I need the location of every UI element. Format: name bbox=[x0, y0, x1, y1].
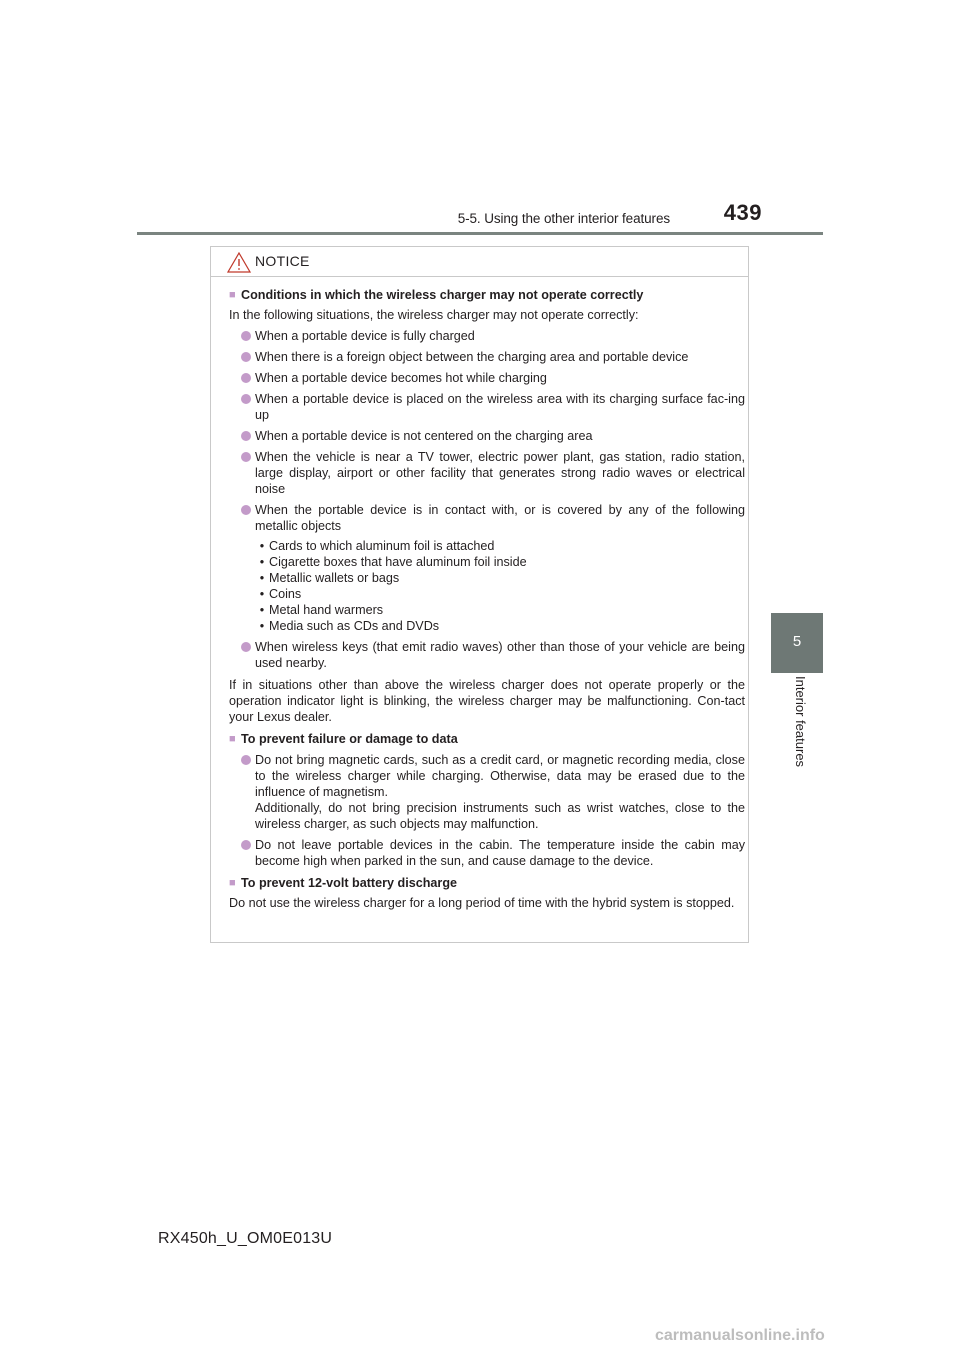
bullet-icon bbox=[241, 373, 251, 383]
section-closing: If in situations other than above the wireless charger does not operate properly or the operation indicator light is blinking, the wireless charger may be malfunctioning. Con-tact your Lexus dealer. bbox=[229, 678, 745, 724]
sub-list-item: • Metal hand warmers bbox=[259, 603, 384, 617]
list-item: When wireless keys (that emit radio waves) other than those of your vehicle are being used nearby. bbox=[229, 639, 745, 671]
sub-list bbox=[229, 538, 745, 634]
notice-header bbox=[211, 247, 748, 277]
model-code: RX450h_U_OM0E013U bbox=[158, 1230, 333, 1247]
list-item: When a portable device is placed on the wireless area with its charging surface fac-ing up bbox=[229, 391, 745, 423]
bullet-icon bbox=[241, 452, 251, 462]
list-item: Do not leave portable devices in the cabin. The temperature inside the cabin may become high when parked in the sun, and cause damage to the device. bbox=[229, 837, 745, 869]
header-divider bbox=[137, 232, 823, 235]
bullet-icon bbox=[241, 755, 251, 765]
sub-list-item: • Cigarette boxes that have aluminum foil inside bbox=[259, 555, 527, 569]
chapter-tab bbox=[771, 613, 823, 673]
list-item: When a portable device is not centered on the charging area bbox=[229, 428, 745, 444]
list-item: Do not bring magnetic cards, such as a credit card, or magnetic recording media, close to the wireless charger while charging. Otherwise, data may be erased due to the influence of magnetism. Additionally, do not bring precision instruments such as wrist watches, close to the wireless charger, as such objects may malfunction. bbox=[229, 752, 745, 832]
sub-list-item: • Cards to which aluminum foil is attached bbox=[259, 539, 495, 553]
chapter-label: Interior features bbox=[793, 676, 808, 768]
section-text: Do not use the wireless charger for a long period of time with the hybrid system is stopped. bbox=[229, 896, 735, 910]
section-intro: In the following situations, the wireless charger may not operate correctly: bbox=[229, 308, 639, 322]
bullet-icon bbox=[241, 431, 251, 441]
notice-title: NOTICE bbox=[255, 253, 310, 269]
sub-list-item: • Metallic wallets or bags bbox=[259, 571, 400, 585]
section-heading: ■ To prevent failure or damage to data bbox=[229, 732, 458, 746]
sub-list-item: • Coins bbox=[259, 587, 302, 601]
sub-list-item: • Media such as CDs and DVDs bbox=[259, 619, 440, 633]
notice-body bbox=[229, 287, 745, 911]
list-item: When a portable device is fully charged bbox=[229, 328, 745, 344]
bullet-icon bbox=[241, 394, 251, 404]
bullet-icon bbox=[241, 642, 251, 652]
section-title: 5-5. Using the other interior features bbox=[457, 211, 670, 226]
notice-box bbox=[210, 246, 749, 943]
list-item: When a portable device becomes hot while charging bbox=[229, 370, 745, 386]
watermark: carmanualsonline.info bbox=[655, 1327, 825, 1344]
section-heading: ■ Conditions in which the wireless charger may not operate correctly bbox=[229, 288, 644, 302]
list-item: When there is a foreign object between the charging area and portable device bbox=[229, 349, 745, 365]
square-bullet-icon: ■ bbox=[229, 733, 236, 745]
bullet-icon bbox=[241, 505, 251, 515]
page-number: 439 bbox=[723, 200, 762, 225]
list-item: When the vehicle is near a TV tower, electric power plant, gas station, radio station, large display, airport or other facility that generates strong radio waves or electrical noise bbox=[229, 449, 745, 497]
warning-icon bbox=[227, 252, 251, 273]
bullet-icon bbox=[241, 331, 251, 341]
section-heading: ■ To prevent 12-volt battery discharge bbox=[229, 876, 458, 890]
list-item: When the portable device is in contact with, or is covered by any of the following metallic objects bbox=[229, 502, 745, 534]
bullet-icon bbox=[241, 840, 251, 850]
square-bullet-icon: ■ bbox=[229, 289, 236, 301]
bullet-icon bbox=[241, 352, 251, 362]
chapter-number: 5 bbox=[792, 633, 802, 650]
square-bullet-icon: ■ bbox=[229, 877, 236, 889]
